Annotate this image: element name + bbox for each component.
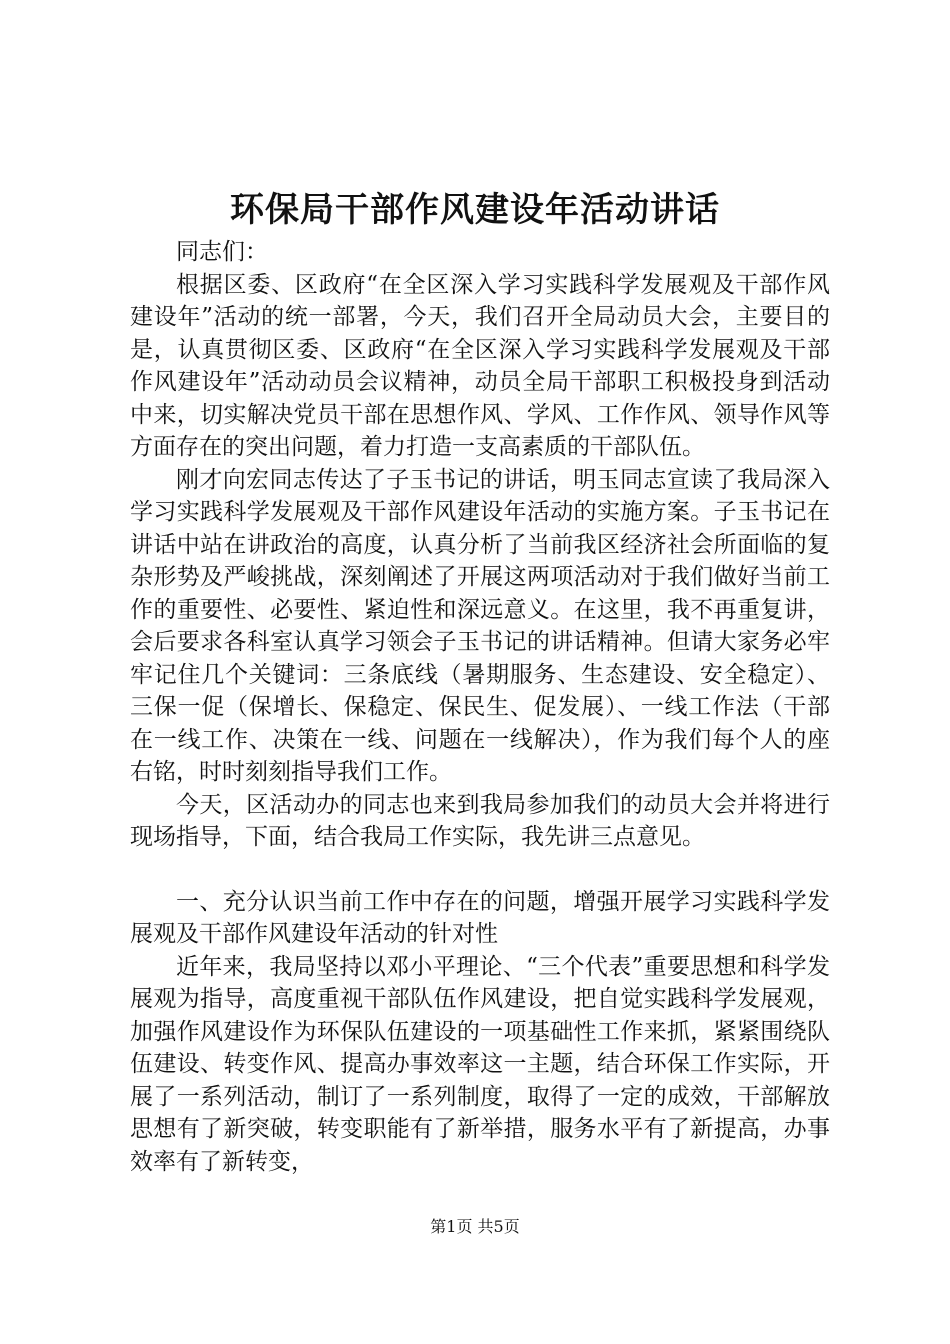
paragraph-section-1-body: 近年来，我局坚持以邓小平理论、“三个代表”重要思想和科学发展观为指导，高度重视干部队伍作风建设，把自觉实践科学发展观，加强作风建设作为环保队伍建设的一项基础性工作来抓，紧紧围绕队伍建设、转变作风、提高办事效率这一主题，结合环保工作实际，开展了一系列活动，制订了一系列制度，取得了一定的成效，干部解放思想有了新突破，转变职能有了新举措，服务水平有了新提高，办事效率有了新转变， bbox=[130, 953, 830, 1175]
page-number-footer: 第1页 共5页 bbox=[430, 1217, 520, 1236]
document-body bbox=[130, 236, 830, 1178]
paragraph-speech-summary: 刚才向宏同志传达了子玉书记的讲话，明玉同志宣读了我局深入学习实践科学发展观及干部作风建设年活动的实施方案。子玉书记在讲话中站在讲政治的高度，认真分析了当前我区经济社会所面临的复杂形势及严峻挑战，深刻阐述了开展这两项活动对于我们做好当前工作的重要性、必要性、紧迫性和深远意义。在这里，我不再重复讲，会后要求各科室认真学习领会子玉书记的讲话精神。但请大家务必牢牢记住几个关键词：三条底线（暑期服务、生态建设、安全稳定）、三保一促（保增长、保稳定、保民生、促发展）、一线工作法（干部在一线工作、决策在一线、问题在一线解决），作为我们每个人的座右铭，时时刻刻指导我们工作。 bbox=[130, 466, 830, 785]
paragraph-intro: 根据区委、区政府“在全区深入学习实践科学发展观及干部作风建设年”活动的统一部署，今天，我们召开全局动员大会，主要目的是，认真贯彻区委、区政府“在全区深入学习实践科学发展观及干部作风建设年”活动动员会议精神，动员全局干部职工积极投身到活动中来，切实解决党员干部在思想作风、学风、工作作风、领导作风等方面存在的突出问题，着力打造一支高素质的干部队伍。 bbox=[130, 271, 830, 460]
paragraph-spacer bbox=[130, 854, 830, 886]
section-heading-1: 一、充分认识当前工作中存在的问题，增强开展学习实践科学发展观及干部作风建设年活动的针对性 bbox=[130, 888, 830, 947]
document-title: 环保局干部作风建设年活动讲话 bbox=[230, 190, 720, 230]
salutation: 同志们： bbox=[176, 239, 268, 265]
paragraph-transition: 今天，区活动办的同志也来到我局参加我们的动员大会并将进行现场指导，下面，结合我局工作实际，我先讲三点意见。 bbox=[130, 791, 830, 850]
